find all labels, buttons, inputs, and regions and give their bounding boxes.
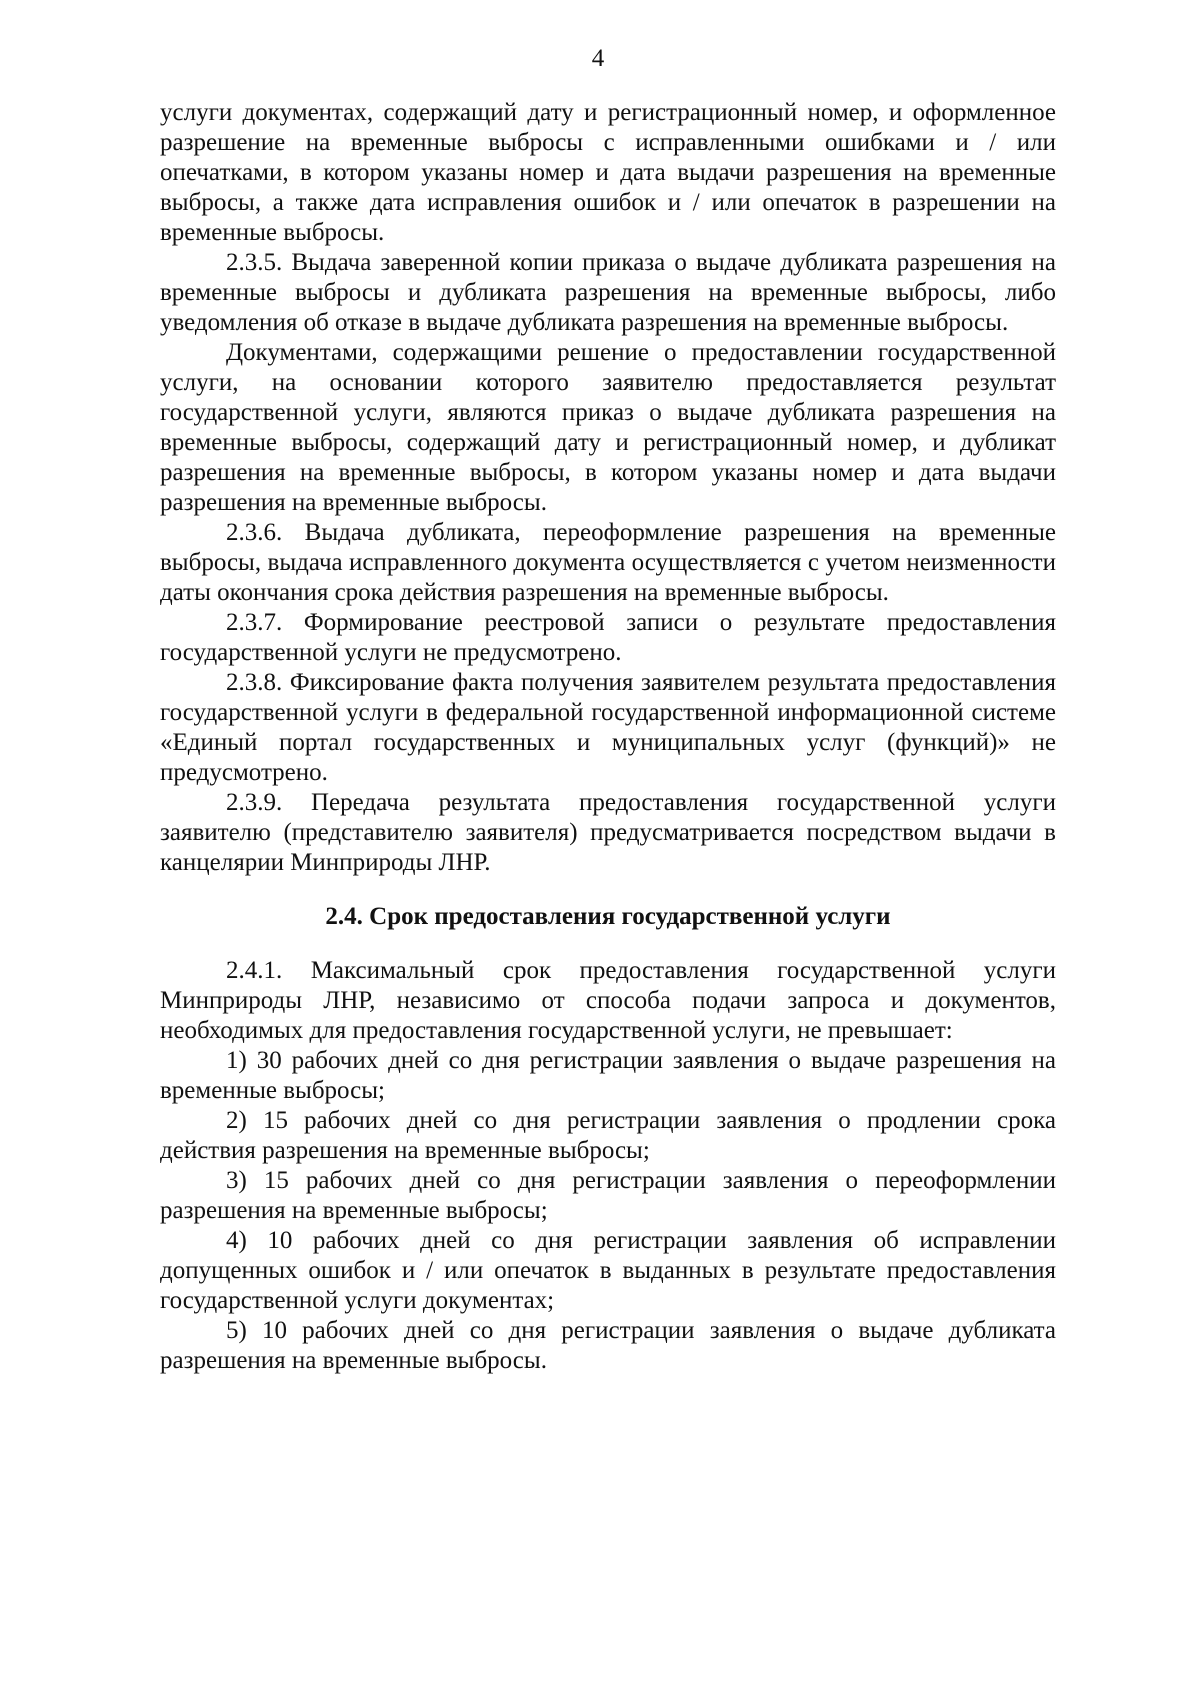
paragraphs-before-heading	[160, 98, 1056, 878]
list-item-2: 2) 15 рабочих дней со дня регистрации заявления о продлении срока действия разрешения на временные выбросы;	[160, 1107, 1056, 1164]
paragraph-continuation: услуги документах, содержащий дату и регистрационный номер, и оформленное разрешение на временные выбросы с исправленными ошибками и / или опечатками, в котором указаны номер и дата выдачи разрешения на временные выбросы, а также дата исправления ошибок и / или опечаток в разрешении на временные выбросы.	[160, 99, 1056, 246]
list-item-3: 3) 15 рабочих дней со дня регистрации заявления о переоформлении разрешения на временные выбросы;	[160, 1167, 1056, 1224]
paragraphs-after-heading	[160, 956, 1056, 1376]
list-item-5: 5) 10 рабочих дней со дня регистрации заявления о выдаче дубликата разрешения на временные выбросы.	[160, 1317, 1056, 1374]
list-item-1: 1) 30 рабочих дней со дня регистрации заявления о выдаче разрешения на временные выбросы;	[160, 1047, 1056, 1104]
paragraph-2-4-1: 2.4.1. Максимальный срок предоставления государственной услуги Минприроды ЛНР, независимо от способа подачи запроса и документов, необходимых для предоставления государственной услуги, не превышает:	[160, 957, 1056, 1044]
paragraph-2-3-5: 2.3.5. Выдача заверенной копии приказа о выдаче дубликата разрешения на временные выбросы и дубликата разрешения на временные выбросы, либо уведомления об отказе в выдаче дубликата разрешения на временные выбросы.	[160, 249, 1056, 336]
page-number: 4	[591, 45, 605, 72]
document-page	[160, 44, 1056, 1376]
paragraph-2-3-8: 2.3.8. Фиксирование факта получения заявителем результата предоставления государственной услуги в федеральной государственной информационной системе «Единый портал государственных и муниципальных услуг (функций)» не предусмотрено.	[160, 669, 1056, 786]
paragraph-decision-documents: Документами, содержащими решение о предоставлении государственной услуги, на основании которого заявителю предоставляется результат государственной услуги, являются приказ о выдаче дубликата разрешения на временные выбросы, содержащий дату и регистрационный номер, и дубликат разрешения на временные выбросы, в котором указаны номер и дата выдачи разрешения на временные выбросы.	[160, 339, 1056, 516]
paragraph-2-3-7: 2.3.7. Формирование реестровой записи о результате предоставления государственной услуги не предусмотрено.	[160, 609, 1056, 666]
paragraph-2-3-6: 2.3.6. Выдача дубликата, переоформление разрешения на временные выбросы, выдача исправленного документа осуществляется с учетом неизменности даты окончания срока действия разрешения на временные выбросы.	[160, 519, 1056, 606]
section-heading: 2.4. Срок предоставления государственной услуги	[325, 903, 891, 930]
paragraph-2-3-9: 2.3.9. Передача результата предоставления государственной услуги заявителю (представителю заявителя) предусматривается посредством выдачи в канцелярии Минприроды ЛНР.	[160, 789, 1056, 876]
list-item-4: 4) 10 рабочих дней со дня регистрации заявления об исправлении допущенных ошибок и / или опечаток в выданных в результате предоставления государственной услуги документах;	[160, 1227, 1056, 1314]
